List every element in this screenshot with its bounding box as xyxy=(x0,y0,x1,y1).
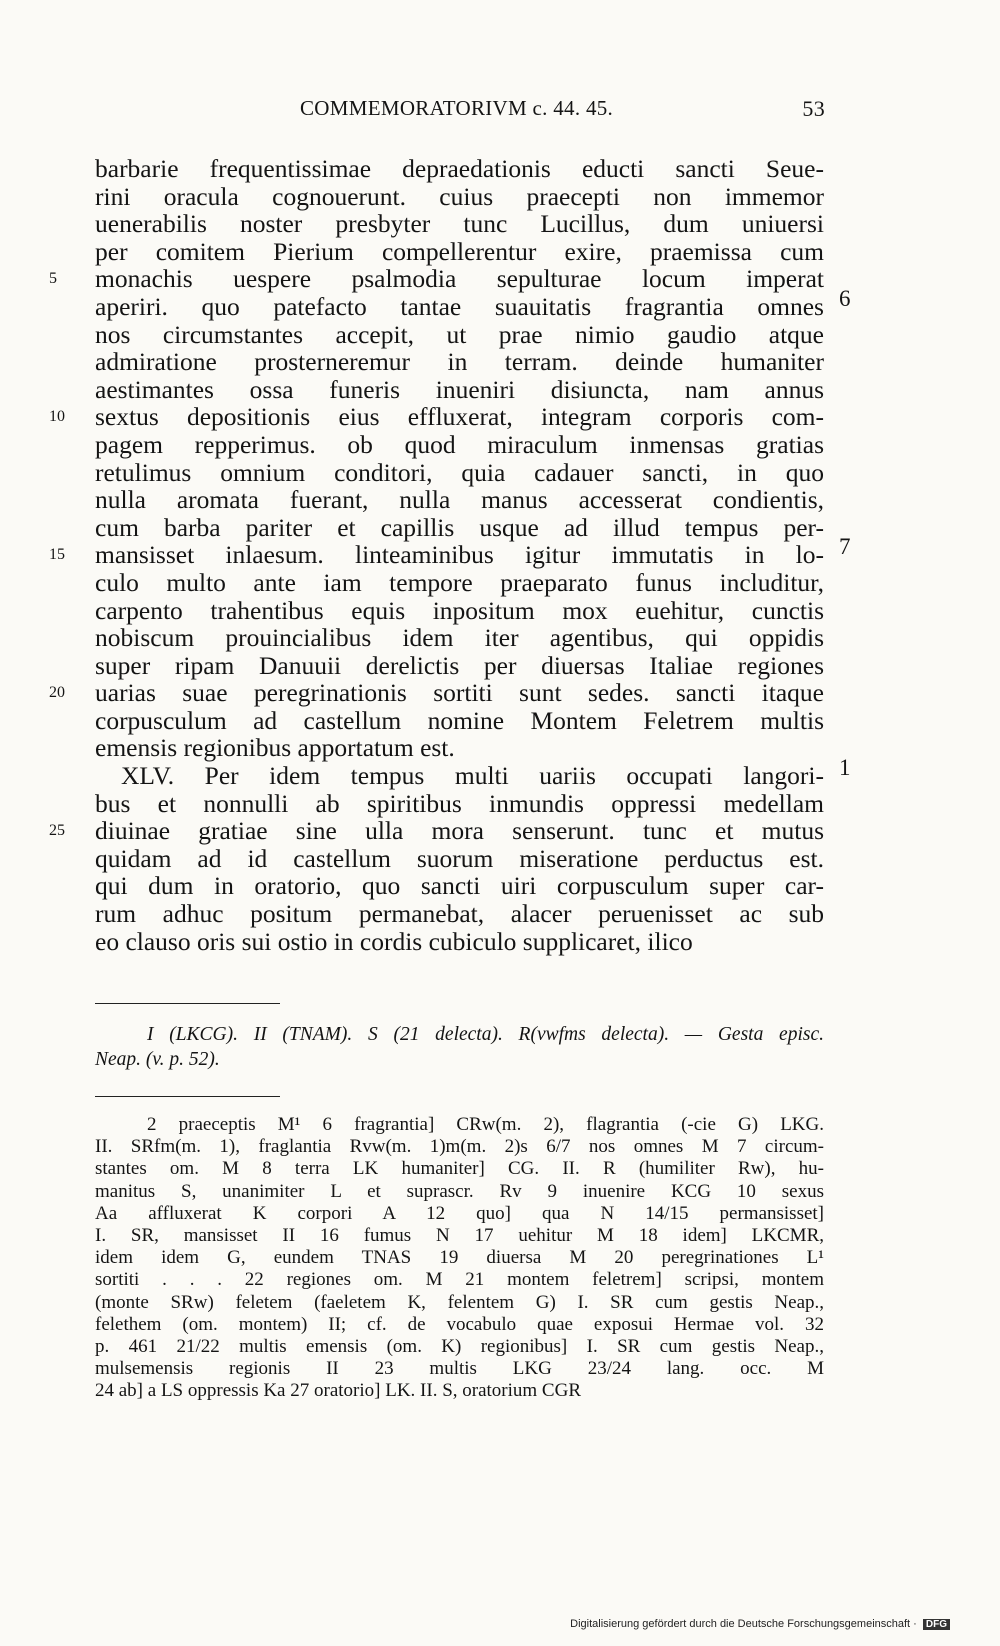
line-text: cum barba pariter et capillis usque ad illud tempus per- xyxy=(95,512,824,542)
digitization-credit xyxy=(570,1618,950,1630)
chapter-marker: 7 xyxy=(839,534,851,560)
line-number: 5 xyxy=(49,270,57,288)
text-line xyxy=(95,183,824,211)
text-line xyxy=(95,376,824,404)
apparatus-rule xyxy=(95,1096,280,1097)
line-text: carpento trahentibus equis inpositum mox euehitur, cunctis xyxy=(95,595,824,625)
text-line xyxy=(49,264,824,294)
credit-text: Digitalisierung gefördert durch die Deutsche Forschungsgemeinschaft · xyxy=(570,1618,917,1630)
source-notes xyxy=(95,1022,824,1072)
apparatus-line: mulsemensis regionis II 23 multis LKG 23/24 lang. occ. M xyxy=(95,1358,824,1380)
line-text: corpusculum ad castellum nomine Montem Feletrem multis xyxy=(95,705,824,735)
sources-rule xyxy=(95,1003,280,1004)
text-line xyxy=(95,734,824,762)
line-text: mansisset inlaesum. linteaminibus igitur immutatis in lo- xyxy=(95,540,824,570)
text-line xyxy=(95,569,824,597)
apparatus-line: II. SRfm(m. 1), fraglantia Rvw(m. 1)m(m. 2)s 6/7 nos omnes M 7 circum- xyxy=(95,1136,824,1158)
line-text: nobiscum prouincialibus idem iter agentibus, qui oppidis xyxy=(95,623,824,653)
apparatus-line: I. SR, mansisset II 16 fumus N 17 uehitur M 18 idem] LKCMR, xyxy=(95,1224,824,1246)
line-text: admiratione prosterneremur in terram. deinde humaniter xyxy=(95,347,824,377)
text-line xyxy=(95,790,824,818)
text-line xyxy=(95,597,824,625)
line-text: monachis uespere psalmodia sepulturae locum imperat xyxy=(95,264,824,294)
text-line xyxy=(95,845,824,873)
line-text: aestimantes ossa funeris inueniri disiuncta, nam annus xyxy=(95,374,824,404)
line-text: culo multo ante iam tempore praeparato funus includitur, xyxy=(95,567,824,597)
line-text: rum adhuc positum permanebat, alacer peruenisset ac sub xyxy=(95,899,824,929)
line-number: 25 xyxy=(49,822,65,840)
line-text: pagem repperimus. ob quod miraculum inmensas gratias xyxy=(95,429,824,459)
line-text: retulimus omnium conditori, quia cadauer sancti, in quo xyxy=(95,457,824,487)
line-text: uarias suae peregrinationis sortiti sunt sedes. sancti itaque xyxy=(95,678,824,708)
line-text: XLV. Per idem tempus multi uariis occupati langori- xyxy=(121,761,824,791)
line-text: super ripam Danuuii derelictis per diuersas Italiae regiones xyxy=(95,650,824,680)
dfg-logo: DFG xyxy=(923,1619,950,1630)
line-text: eo clauso oris sui ostio in cordis cubiculo supplicaret, ilico xyxy=(95,926,693,956)
apparatus-line: manitus S, unanimiter L et suprascr. Rv 9 inuenire KCG 10 sexus xyxy=(95,1180,824,1202)
apparatus-line: 24 ab] a LS oppressis Ka 27 oratorio] LK. II. S, oratorium CGR xyxy=(95,1380,582,1402)
text-line xyxy=(95,431,824,459)
text-line xyxy=(95,707,824,735)
text-line xyxy=(95,210,824,238)
running-title: COMMEMORATORIVM c. 44. 45. xyxy=(300,96,614,120)
main-text xyxy=(49,154,851,956)
line-text: per comitem Pierium compellerentur exire, praemissa cum xyxy=(95,236,824,266)
apparatus-line: sortiti . . . 22 regiones om. M 21 montem feletrem] scripsi, montem xyxy=(95,1269,824,1291)
text-line xyxy=(95,459,824,487)
text-line xyxy=(95,238,824,266)
apparatus-line: (monte SRw) feletem (faeletem K, felentem G) I. SR cum gestis Neap., xyxy=(95,1291,824,1313)
text-line xyxy=(95,624,824,652)
chapter-marker: 1 xyxy=(839,755,851,781)
line-text: aperiri. quo patefacto tantae suauitatis fragrantia omnes xyxy=(95,291,824,321)
line-text: qui dum in oratorio, quo sancti uiri corpusculum super car- xyxy=(95,871,824,901)
apparatus-line: 2 praeceptis M¹ 6 fragrantia] CRw(m. 2), flagrantia (-cie G) LKG. xyxy=(147,1114,824,1135)
source-line: Neap. (v. p. 52). xyxy=(95,1049,220,1070)
text-line xyxy=(95,321,824,349)
line-number: 10 xyxy=(49,408,65,426)
apparatus-line: Aa affluxerat K corpori A 12 quo] qua N 14/15 permansisset] xyxy=(95,1202,824,1224)
text-line xyxy=(95,872,824,900)
apparatus-line: p. 461 21/22 multis emensis (om. K) regionibus] I. SR cum gestis Neap., xyxy=(95,1335,824,1357)
chapter-marker: 6 xyxy=(839,285,851,311)
apparatus-line: idem idem G, eundem TNAS 19 diuersa M 20 peregrinationes L¹ xyxy=(95,1247,824,1269)
text-line xyxy=(49,678,824,708)
line-text: uenerabilis noster presbyter tunc Lucillus, dum uniuersi xyxy=(95,209,824,239)
text-line xyxy=(95,285,851,321)
line-text: rini oracula cognouerunt. cuius praecepti non immemor xyxy=(95,181,824,211)
page-number: 53 xyxy=(802,96,825,121)
line-text: emensis regionibus apportatum est. xyxy=(95,733,455,763)
critical-apparatus xyxy=(95,1114,824,1402)
line-text: diuinae gratiae sine ulla mora senserunt. tunc et mutus xyxy=(95,816,824,846)
apparatus-line: felethem (om. montem) II; cf. de vocabulo quae exposui Hermae vol. 32 xyxy=(95,1313,824,1335)
line-text: quidam ad id castellum suorum miseratione perductus est. xyxy=(95,843,824,873)
apparatus-line: stantes om. M 8 terra LK humaniter] CG. II. R (humiliter Rw), hu- xyxy=(95,1158,824,1180)
text-line xyxy=(49,402,824,432)
text-line xyxy=(95,755,851,791)
text-line xyxy=(95,514,824,542)
line-number: 20 xyxy=(49,684,65,702)
text-line xyxy=(49,816,824,846)
line-text: barbarie frequentissimae depraedationis educti sancti Seue- xyxy=(95,154,824,183)
text-line xyxy=(95,486,824,514)
line-text: nulla aromata fuerant, nulla manus accesserat condientis, xyxy=(95,485,824,515)
source-line: I (LKCG). II (TNAM). S (21 delecta). R(vwfms delecta). — Gesta episc. xyxy=(147,1024,824,1045)
text-line xyxy=(95,155,824,183)
line-number: 15 xyxy=(49,546,65,564)
text-line xyxy=(95,900,824,928)
text-line xyxy=(95,348,824,376)
line-text: bus et nonnulli ab spiritibus inmundis oppressi medellam xyxy=(95,788,824,818)
text-line xyxy=(95,652,824,680)
text-line xyxy=(49,534,851,570)
text-line xyxy=(95,928,824,956)
line-text: nos circumstantes accepit, ut prae nimio gaudio atque xyxy=(95,319,824,349)
line-text: sextus depositionis eius effluxerat, integram corporis com- xyxy=(95,402,824,432)
